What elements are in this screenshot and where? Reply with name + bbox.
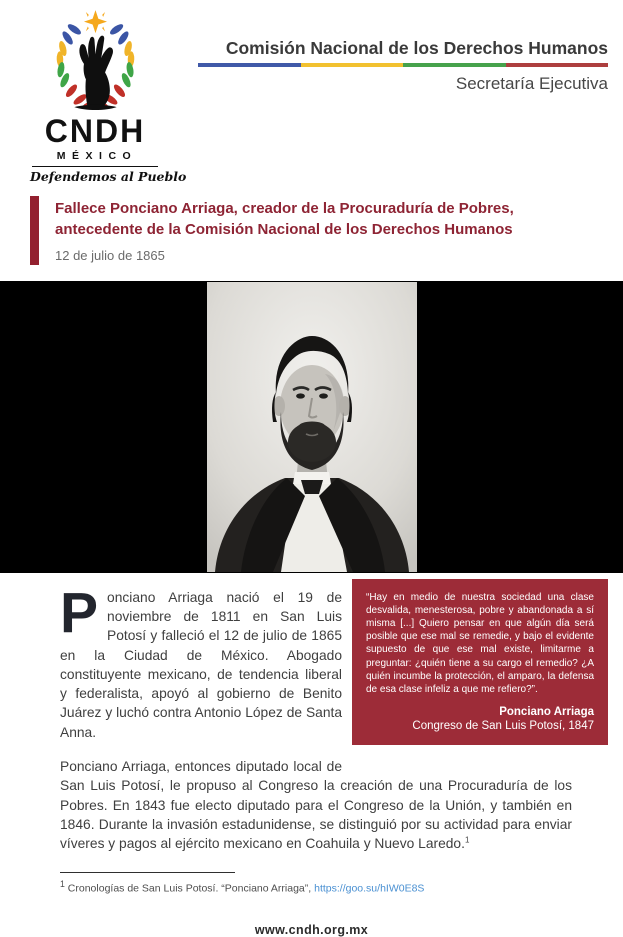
- bulletin-title-line-2: antecedente de la Comisión Nacional de los Derechos Humanos: [55, 221, 513, 239]
- footnote: [60, 878, 608, 896]
- quote-box: [352, 579, 608, 745]
- underline-segment: [506, 63, 609, 67]
- photo-band: [0, 281, 623, 573]
- footnote-reference: 1: [464, 835, 470, 845]
- institution-header: [198, 38, 608, 94]
- accent-bar: [30, 196, 39, 265]
- logo-country: MÉXICO: [56, 150, 138, 162]
- portrait-photo: [207, 282, 417, 572]
- footnote-divider: [60, 872, 235, 873]
- cndh-logo: [30, 8, 187, 184]
- logo-divider: [32, 166, 158, 167]
- site-footer-url: www.cndh.org.mx: [254, 922, 369, 937]
- institution-subtitle: Secretaría Ejecutiva: [455, 74, 608, 93]
- star-icon: [84, 10, 107, 33]
- bulletin-date: 12 de julio de 1865: [55, 247, 165, 263]
- cndh-emblem-icon: [35, 8, 155, 114]
- header-underline: [198, 63, 608, 67]
- quote-block: [352, 579, 608, 745]
- bulletin-title-line-1: Fallece Ponciano Arriaga, creador de la Procuraduría de Pobres,: [55, 200, 514, 217]
- quote-source: Congreso de San Luis Potosí, 1847: [412, 720, 594, 733]
- paragraph-2-text: Ponciano Arriaga, entonces diputado local de San Luis Potosí, le propuso al Congreso la creación de una Procuraduría de los Pobres. En 1843 fue electo diputado para el Congreso de la Unión, y también en 1846. Durante la invasión estadunidense, se distinguió por su actividad para enviar víveres y pagos al ejército mexicano en Coahuila y Nuevo Laredo.: [60, 759, 572, 852]
- bulletin-title: [55, 198, 514, 241]
- underline-segment: [198, 63, 301, 67]
- underline-segment: [403, 63, 506, 67]
- footnote-text: Cronologías de San Luis Potosí. “Ponciano Arriaga”,: [64, 882, 315, 895]
- drop-cap: P: [60, 580, 99, 645]
- underline-segment: [301, 63, 404, 67]
- footnote-link[interactable]: https://goo.su/hIW0E8S: [314, 882, 425, 895]
- bulletin-header: [30, 196, 608, 265]
- article: [60, 580, 608, 896]
- institution-title: Comisión Nacional de los Derechos Humanos: [225, 38, 608, 58]
- paragraph-2: [60, 757, 572, 854]
- logo-acronym: CNDH: [44, 113, 146, 149]
- paragraph-1-text: onciano Arriaga nació el 19 de noviembre de 1811 en San Luis Potosí y falleció el 12 de julio de 1865 en la Ciudad de México. Abogado constituyente mexicano, de tendencia liberal y federalista, apoyó al gobierno de Benito Juárez y luchó contra Antonio López de Santa Anna.: [60, 589, 342, 740]
- footnote-marker: 1: [60, 878, 65, 889]
- logo-slogan: Defendemos al Pueblo: [30, 169, 187, 184]
- quote-author: Ponciano Arriaga: [499, 706, 594, 719]
- quote-text: “Hay en medio de nuestra sociedad una clase desvalida, menesterosa, pobre y abandonada a sí misma [...] Quiero pensar en que algún día será posible que ese mal se remedie, y bajo el evidente supuesto de que ese mal existe, limitarme a preguntar: ¿quién tiene a su cargo el remedio? ¿A quién incumbe la protección, el amparo, la defensa de esa clase infeliz a que me refiero?”.: [366, 591, 594, 695]
- brand-header: [0, 0, 623, 184]
